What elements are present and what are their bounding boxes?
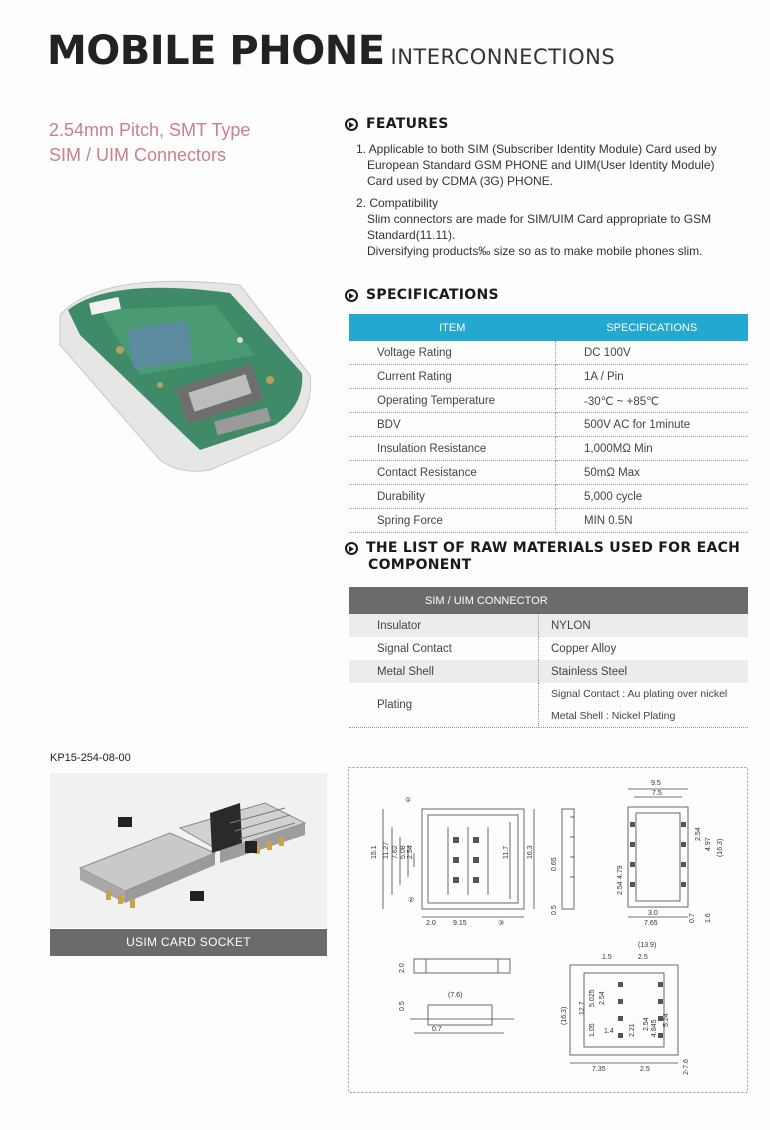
table-row: Insulator NYLON: [349, 614, 748, 637]
svg-text:5.24: 5.24: [663, 1013, 670, 1027]
svg-text:0.5: 0.5: [551, 905, 558, 915]
table-row: Contact Resistance 50mΩ Max: [349, 461, 748, 485]
svg-text:2.21: 2.21: [629, 1023, 636, 1037]
table-row: Spring Force MIN 0.5N: [349, 509, 748, 533]
specifications-table: [349, 314, 748, 533]
subtitle-line1: 2.54mm Pitch, SMT Type: [49, 120, 251, 140]
svg-text:3.0: 3.0: [648, 910, 658, 917]
svg-text:2.0: 2.0: [426, 920, 436, 927]
svg-text:2.54: 2.54: [643, 1017, 650, 1031]
arrow-circle-icon: [345, 542, 358, 555]
features-list: [356, 141, 756, 265]
svg-text:(13.9): (13.9): [638, 942, 657, 949]
svg-text:1.05: 1.05: [589, 1023, 596, 1037]
table-row: BDV 500V AC for 1minute: [349, 413, 748, 437]
features-heading: FEATURES: [345, 116, 449, 132]
table-row: Metal Shell Stainless Steel: [349, 660, 748, 683]
svg-text:①: ①: [405, 797, 412, 804]
svg-text:7.5: 7.5: [652, 790, 662, 797]
materials-table: [349, 587, 748, 728]
technical-drawing: [348, 767, 748, 1093]
col-specifications: SPECIFICATIONS: [556, 314, 749, 341]
table-row: Operating Temperature -30℃ ~ +85℃: [349, 389, 748, 413]
svg-text:1.4: 1.4: [604, 1028, 614, 1035]
feature-item-1: 1. Applicable to both SIM (Subscriber Identity Module) Card used by European Standard GSM PHONE and UIM(User Identity Module) Card used by CDMA (3G) PHONE.: [356, 142, 717, 188]
svg-text:2.54: 2.54: [599, 991, 606, 1005]
svg-text:15.1: 15.1: [371, 845, 378, 859]
svg-text:7.62: 7.62: [392, 845, 399, 859]
svg-text:11.27: 11.27: [383, 842, 390, 859]
page-title: [47, 28, 615, 74]
part-number: KP15-254-08-00: [50, 752, 131, 764]
product-subtitle: [49, 118, 250, 168]
svg-text:7.35: 7.35: [592, 1066, 606, 1073]
arrow-circle-icon: [345, 289, 358, 302]
phone-pcb-photo: [40, 265, 325, 480]
svg-text:2.5: 2.5: [640, 1066, 650, 1073]
svg-text:(16.3): (16.3): [561, 1006, 568, 1025]
svg-text:2-7.6: 2-7.6: [683, 1059, 690, 1075]
materials-table-title: SIM / UIM CONNECTOR: [349, 587, 748, 614]
svg-text:2.54: 2.54: [617, 881, 624, 895]
svg-text:2.0: 2.0: [399, 963, 406, 973]
table-row: Durability 5,000 cycle: [349, 485, 748, 509]
subtitle-line2: SIM / UIM Connectors: [49, 145, 227, 165]
col-item: ITEM: [349, 314, 556, 341]
svg-text:0.7: 0.7: [432, 1026, 442, 1033]
svg-text:2.54: 2.54: [695, 827, 702, 841]
svg-text:4.845: 4.845: [651, 1019, 658, 1037]
svg-text:2.54: 2.54: [407, 845, 414, 859]
title-main: MOBILE PHONE: [47, 28, 385, 74]
svg-text:5.025: 5.025: [589, 989, 596, 1007]
spec-header-row: [349, 314, 748, 341]
svg-text:1.6: 1.6: [705, 913, 712, 923]
svg-text:0.5: 0.5: [399, 1001, 406, 1011]
svg-text:0.7: 0.7: [689, 913, 696, 923]
svg-text:(7.6): (7.6): [448, 992, 463, 999]
svg-text:1.5: 1.5: [602, 954, 612, 961]
svg-text:7.65: 7.65: [644, 920, 658, 927]
socket-photo: [50, 773, 327, 928]
table-row: Plating Signal Contact : Au plating over nickel: [349, 683, 748, 705]
table-row: Signal Contact Copper Alloy: [349, 637, 748, 660]
svg-text:11.7: 11.7: [503, 845, 510, 859]
svg-text:4.97: 4.97: [705, 837, 712, 851]
materials-heading: THE LIST OF RAW MATERIALS USED FOR EACH COMPONENT: [345, 540, 740, 574]
table-row: Insulation Resistance 1,000MΩ Min: [349, 437, 748, 461]
svg-text:5.08: 5.08: [400, 845, 407, 859]
svg-text:0.65: 0.65: [551, 857, 558, 871]
table-row: Metal Shell : Nickel Plating: [349, 705, 748, 728]
socket-caption: USIM CARD SOCKET: [50, 929, 327, 956]
svg-text:②: ②: [408, 897, 415, 904]
svg-text:(16.3): (16.3): [717, 838, 724, 857]
svg-text:2.5: 2.5: [638, 954, 648, 961]
svg-text:16.3: 16.3: [527, 845, 534, 859]
svg-text:9.5: 9.5: [651, 780, 661, 787]
arrow-circle-icon: [345, 118, 358, 131]
svg-text:9.15: 9.15: [453, 920, 467, 927]
svg-text:4.79: 4.79: [617, 865, 624, 879]
svg-text:12.7: 12.7: [579, 1001, 586, 1015]
title-sub: INTERCONNECTIONS: [390, 45, 616, 69]
table-row: Voltage Rating DC 100V: [349, 341, 748, 365]
feature-item-2: 2. Compatibility Slim connectors are made for SIM/UIM Card appropriate to GSM Standard(11.11). Diversifying products‰ size so as to make mobile phones slim.: [356, 196, 712, 258]
specifications-heading: SPECIFICATIONS: [345, 287, 499, 303]
svg-text:③: ③: [498, 920, 505, 927]
table-row: Current Rating 1A / Pin: [349, 365, 748, 389]
